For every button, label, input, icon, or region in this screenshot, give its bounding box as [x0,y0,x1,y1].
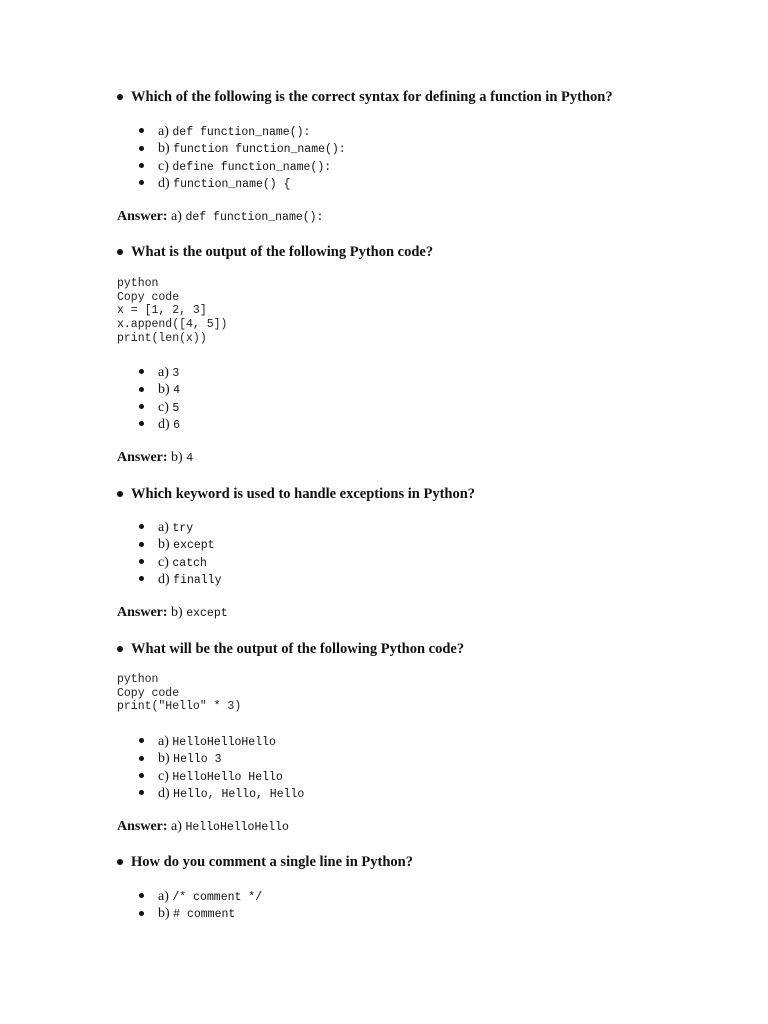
option-c: c) define function_name(): [139,158,346,175]
code-block-1: python Copy code x = [1, 2, 3] x.append([4, 5]) print(len(x)) [117,277,228,345]
bullet-icon [117,249,123,255]
option-c: c) catch [139,554,221,571]
option-a: a) /* comment */ [139,888,262,905]
bullet-icon [139,559,144,564]
option-a: a) HelloHelloHello [139,733,304,750]
bullet-icon [139,576,144,581]
options-list-3 [139,519,221,588]
question-text: Which keyword is used to handle exceptions in Python? [131,486,476,502]
option-d: d) 6 [139,416,180,433]
option-d: d) Hello, Hello, Hello [139,785,304,802]
answer-2: Answer: b) 4 [117,450,194,465]
bullet-icon [139,180,144,185]
option-a: a) try [139,519,221,536]
answer-4: Answer: a) HelloHelloHello [117,819,289,834]
bullet-icon [117,646,123,652]
option-b: b) 4 [139,381,180,398]
option-a: a) 3 [139,364,180,381]
question-text: What will be the output of the following Python code? [131,641,465,657]
question-3 [117,485,475,503]
question-2 [117,243,433,261]
answer-3: Answer: b) except [117,605,228,620]
bullet-icon [139,146,144,151]
option-c: c) HelloHello Hello [139,768,304,785]
question-5 [117,853,413,871]
option-b: b) except [139,536,221,553]
bullet-icon [139,790,144,795]
bullet-icon [139,421,144,426]
bullet-icon [139,911,144,916]
question-text: Which of the following is the correct syntax for defining a function in Python? [131,89,613,105]
code-block-2: python Copy code print("Hello" * 3) [117,673,242,714]
options-list-1 [139,123,346,192]
bullet-icon [139,738,144,743]
option-c: c) 5 [139,399,180,416]
question-text: How do you comment a single line in Python? [131,854,413,870]
question-text: What is the output of the following Python code? [131,244,434,260]
question-1 [117,88,613,106]
bullet-icon [117,94,123,100]
bullet-icon [117,491,123,497]
options-list-5 [139,888,262,923]
bullet-icon [139,524,144,529]
bullet-icon [139,387,144,392]
options-list-2 [139,364,180,433]
answer-1: Answer: a) def function_name(): [117,209,324,224]
bullet-icon [139,756,144,761]
option-b: b) # comment [139,905,262,922]
bullet-icon [139,404,144,409]
bullet-icon [139,773,144,778]
question-4 [117,640,464,658]
option-d: d) finally [139,571,221,588]
bullet-icon [139,128,144,133]
option-b: b) Hello 3 [139,750,304,767]
bullet-icon [139,893,144,898]
bullet-icon [139,542,144,547]
option-a: a) def function_name(): [139,123,346,140]
option-b: b) function function_name(): [139,140,346,157]
options-list-4 [139,733,304,802]
bullet-icon [139,369,144,374]
bullet-icon [139,163,144,168]
option-d: d) function_name() { [139,175,346,192]
bullet-icon [117,859,123,865]
